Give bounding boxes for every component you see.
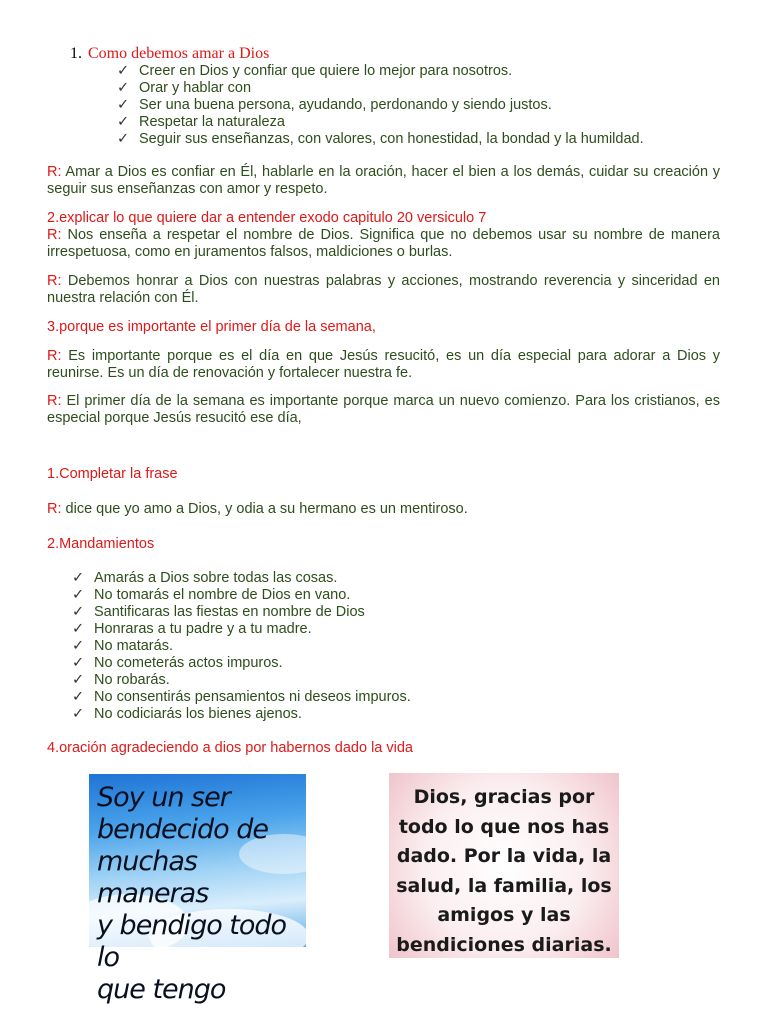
answer-text: El primer día de la semana es importante porque marca un nuevo comienzo. Para los cristianos, es especial porque Jesús resucitó ese día,: [47, 393, 720, 426]
list-item: ✓ Honraras a tu padre y a tu madre.: [72, 621, 312, 637]
list-item: ✓ Respetar la naturaleza: [117, 114, 285, 130]
checkmark-icon: ✓: [72, 587, 85, 603]
checkmark-icon: ✓: [72, 638, 85, 654]
checkmark-icon: ✓: [117, 114, 130, 130]
answer-label: R:: [47, 393, 62, 409]
quote-text: Dios, gracias por todo lo que nos has dado. Por la vida, la salud, la familia, los amigos y las bendiciones diarias.: [396, 786, 612, 956]
answer-text: Nos enseña a respetar el nombre de Dios. Significa que no debemos usar su nombre de manera irrespetuosa, como en juramentos falsos, maldiciones o burlas.: [47, 227, 720, 260]
list-item: ✓ Seguir sus enseñanzas, con valores, con honestidad, la bondad y la humildad.: [117, 131, 644, 147]
section-4-heading: 4.oración agradeciendo a dios por habernos dado la vida: [47, 740, 413, 756]
answer-text: Debemos honrar a Dios con nuestras palabras y acciones, mostrando reverencia y sinceridad en nuestra relación con Él.: [47, 273, 721, 306]
checkmark-icon: ✓: [72, 672, 85, 688]
commandments-list: [72, 570, 411, 723]
checkmark-icon: ✓: [117, 63, 130, 79]
checkmark-icon: ✓: [117, 97, 130, 113]
sky-quote-image: [89, 774, 306, 1005]
checkmark-icon: ✓: [72, 706, 85, 722]
list-item: ✓ No robarás.: [72, 672, 170, 688]
checkmark-icon: ✓: [117, 80, 130, 96]
answer-text: Es importante porque es el día en que Jesús resucitó, es un día especial para adorar a Dios y reunirse. Es un día de renovación y fortalecer nuestra fe.: [47, 348, 721, 381]
section-2-heading: 2.Mandamientos: [47, 536, 155, 552]
answer-text: Amar a Dios es confiar en Él, hablarle en la oración, hacer el bien a los demás, cuidar su creación y seguir sus enseñanzas con amor y respeto.: [47, 164, 720, 197]
answer-paragraph: [47, 227, 720, 261]
checkmark-icon: ✓: [72, 689, 85, 705]
answer-label: R:: [47, 227, 62, 243]
answer-label: R:: [47, 164, 62, 180]
answer-paragraph: [47, 348, 720, 382]
list-item: ✓ Santificaras las fiestas en nombre de Dios: [72, 604, 365, 620]
answer-paragraph: [47, 164, 720, 198]
question-2-heading: 2.explicar lo que quiere dar a entender exodo capitulo 20 versiculo 7: [47, 210, 487, 226]
checkmark-icon: ✓: [72, 604, 85, 620]
question-1-list: [117, 63, 644, 148]
answer-label: R:: [47, 348, 62, 364]
checkmark-icon: ✓: [72, 570, 85, 586]
quote-text: Soy un ser bendecido de muchas maneras y bendigo todo lo que tengo: [97, 782, 287, 1005]
question-title: Como debemos amar a Dios: [88, 45, 270, 62]
answer-paragraph: [47, 273, 720, 307]
list-item: ✓ Creer en Dios y confiar que quiere lo mejor para nosotros.: [117, 63, 513, 79]
checkmark-icon: ✓: [72, 655, 85, 671]
list-item: ✓ Amarás a Dios sobre todas las cosas.: [72, 570, 338, 586]
list-item: ✓ No tomarás el nombre de Dios en vano.: [72, 587, 351, 603]
list-item: ✓ Ser una buena persona, ayudando, perdonando y siendo justos.: [117, 97, 552, 113]
question-3-heading: 3.porque es importante el primer día de la semana,: [47, 319, 376, 335]
list-item: ✓ No cometerás actos impuros.: [72, 655, 283, 671]
section-1-heading: 1.Completar la frase: [47, 466, 178, 482]
list-item: ✓ No matarás.: [72, 638, 173, 654]
answer-text: dice que yo amo a Dios, y odia a su hermano es un mentiroso.: [65, 501, 468, 517]
checkmark-icon: ✓: [72, 621, 85, 637]
list-item: ✓ No codiciarás los bienes ajenos.: [72, 706, 302, 722]
prayer-quote-image: [389, 773, 619, 958]
answer-label: R:: [47, 501, 62, 517]
question-1-heading: [70, 45, 269, 62]
question-number: 1.: [70, 45, 82, 62]
answer-paragraph: [47, 501, 720, 518]
answer-paragraph: [47, 393, 720, 427]
list-item: ✓ Orar y hablar con: [117, 80, 252, 96]
list-item: ✓ No consentirás pensamientos ni deseos impuros.: [72, 689, 411, 705]
answer-label: R:: [47, 273, 62, 289]
checkmark-icon: ✓: [117, 131, 130, 147]
